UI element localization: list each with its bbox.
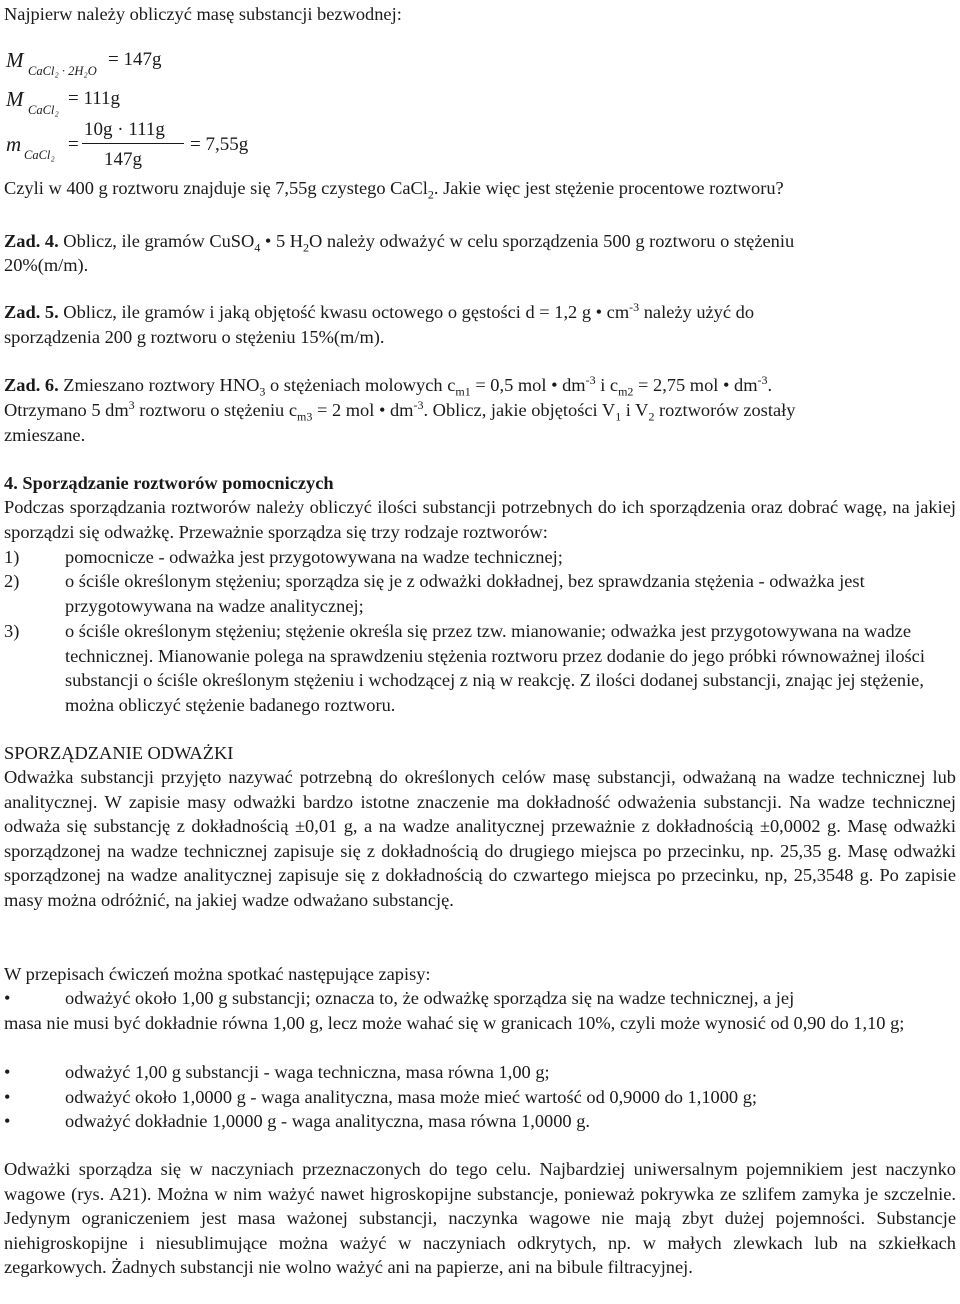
eq3-symbol: m <box>6 132 22 156</box>
intro-text: Najpierw należy obliczyć masę substancji bezwodnej: <box>4 4 402 24</box>
task-6: Zad. 6. Zmieszano roztwory $HNO_3$ o stężeniach molowych $c_{m1} = 0,5$ mol • $dm^{-3}$ i $c_{m2} = 2,75$ mol • $dm^{-3}$. <box>4 372 773 399</box>
task-6-label: Zad. 6. <box>4 375 59 395</box>
eq1-value: = 147g <box>108 49 162 70</box>
eq3-equals: = <box>68 134 79 155</box>
fraction-bar <box>82 143 184 144</box>
weighing-heading: SPORZĄDZANIE ODWAŻKI <box>4 743 234 763</box>
eq2-value: = 111g <box>68 88 121 109</box>
notation-item-1-continued: masa nie musi być dokładnie równa 1,00 g, lecz może wahać się w granicach 10%, czyli może wynosić od 0,90 do 1,10 g; <box>4 1013 905 1033</box>
eq3-numerator: 10g · 111g <box>84 119 165 140</box>
eq3-subscript: CaCl₂ <box>24 148 55 162</box>
bullet: • <box>4 1087 11 1107</box>
task-6-line-2: Otrzymano 5 $dm^3$ roztworu o stężeniu $c_{m3} = 2$ mol • $dm^{-3}$. Oblicz, jakie objętości $V_1$ i $V_2$ roztworów zostały <box>4 397 796 424</box>
task-4: Zad. 4. Oblicz, ile gramów CuSO$_4$ • 5 $H_2O$ należy odważyć w celu sporządzenia 500 g roztworu o stężeniu <box>4 231 795 255</box>
eq3-denominator: 147g <box>104 149 142 170</box>
task-6-line-3: zmieszane. <box>4 425 86 445</box>
conclusion-text: Czyli w 400 g roztworu znajduje się 7,55g czystego CaCl$_2$. Jakie więc jest stężenie procentowe roztworu? <box>4 178 784 202</box>
task-5: Zad. 5. Oblicz, ile gramów i jaką objętość kwasu octowego o gęstości d = 1,2 g • $cm^{-3}$ należy użyć do <box>4 299 755 322</box>
task-4-label: Zad. 4. <box>4 231 59 251</box>
weighing-paragraph: Odważka substancji przyjęto nazywać potrzebną do określonych celów masę substancji, odważaną na wadze technicznej lub analitycznej. W zapisie masy odważki bardzo istotne znaczenie ma dokładność odważenia substancji. Na wadze technicznej odważa się substancję z dokładnością ±0,01 g, a na wadze analitycznej przeważnie z dokładnością ±0,0002 g. Masę odważki sporządzonej na wadze technicznej zapisuje się z dokładnością do drugiego miejsca po przecinku, np. 25,35 g. Masę odważki sporządzonej na wadze analitycznej zapisuje się z dokładnością do czwartego miejsca po przecinku, np, 25,3548 g. Po zapisie masy można odróżnić, na jakiej wadze odważano substancję. <box>4 767 956 910</box>
eq2-symbol: M <box>6 87 24 111</box>
section-4-paragraph: Podczas sporządzania roztworów należy obliczyć ilości substancji potrzebnych do ich sporządzenia oraz dobrać wagę, na jakiej sporządzi się odważkę. Przeważnie sporządza się trzy rodzaje roztworów: <box>4 497 956 542</box>
eq2-subscript: CaCl₂ <box>28 103 59 117</box>
bullet: • <box>4 1111 11 1131</box>
final-paragraph: Odważki sporządza się w naczyniach przeznaczonych do tego celu. Najbardziej uniwersalnym pojemnikiem jest naczynko wagowe (rys. A21). Można w nim ważyć nawet higroskopijne substancje, ponieważ pokrywka ze szlifem zamyka je szczelnie. Jedynym ograniczeniem jest masa ważonej substancji, naczynka wagowe nie mają zbyt dużej pojemności. Substancje niehigroskopijne i niesublimujące można ważyć w naczyniach odkrytych, np. w małych zlewkach lub na szkiełkach zegarkowych. Żadnych substancji nie wolno ważyć ani na papierze, ani na bibule filtracyjnej. <box>4 1159 956 1277</box>
eq1-symbol: M <box>6 48 24 72</box>
task-4-line-2: 20%(m/m). <box>4 255 89 275</box>
eq1-subscript: CaCl₂ · 2H₂O <box>28 64 97 78</box>
task-5-line-2: sporządzenia 200 g roztworu o stężeniu 15%(m/m). <box>4 327 385 347</box>
task-5-label: Zad. 5. <box>4 302 59 322</box>
section-4-heading: 4. Sporządzanie roztworów pomocniczych <box>4 473 334 493</box>
bullet: • <box>4 1062 11 1082</box>
eq3-result: = 7,55g <box>190 134 249 155</box>
notations-intro: W przepisach ćwiczeń można spotkać następujące zapisy: <box>4 964 431 984</box>
bullet: • <box>4 988 11 1008</box>
